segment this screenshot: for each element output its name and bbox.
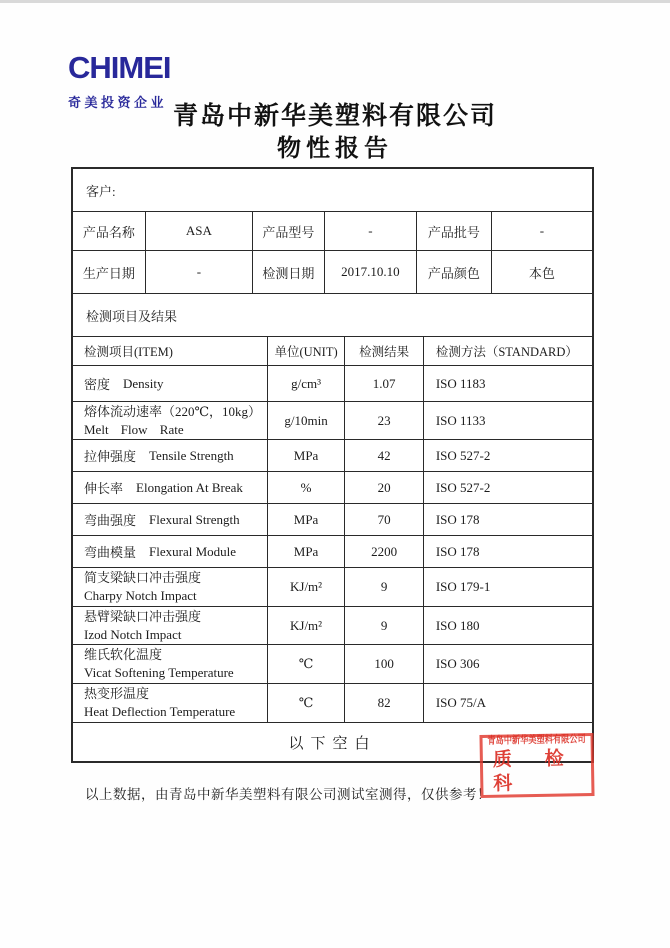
item-cell — [73, 440, 268, 471]
item-name-cn: 弯曲强度 — [84, 513, 137, 528]
col-header-item: 检测项目(ITEM) — [73, 337, 268, 365]
item-name-en: Density — [123, 375, 164, 391]
item-cell — [73, 645, 268, 683]
method-cell: ISO 75/A — [435, 695, 487, 710]
item-name-cn: 热变形温度 — [84, 686, 150, 702]
table-row-charpy-impact — [73, 568, 592, 607]
table-row-heat-deflection — [73, 684, 592, 723]
col-header-result: 检测结果 — [345, 337, 423, 365]
brand-subtitle: 奇美投资企业 — [68, 95, 168, 110]
item-name-en: Heat Deflection Temperature — [84, 704, 236, 719]
item-name-en: Charpy Notch Impact — [84, 588, 197, 603]
item-name-en: Melt Flow Rate — [84, 421, 184, 437]
page-top-edge — [0, 0, 670, 3]
test-date-value: 2017.10.10 — [325, 251, 417, 293]
product-name-value: ASA — [146, 212, 253, 250]
result-cell: 100 — [345, 645, 423, 683]
stamp-company-line: 青岛中新华美塑料有限公司 — [487, 734, 586, 748]
result-cell: 42 — [345, 440, 423, 471]
item-name-en: Flexural Module — [149, 543, 237, 559]
item-cell — [73, 472, 268, 503]
unit-cell: MPa — [268, 504, 346, 535]
item-name-en: Elongation At Break — [136, 479, 243, 495]
method-cell: ISO 1133 — [435, 412, 486, 428]
product-color-label: 产品颜色 — [417, 251, 492, 293]
item-name-cn: 伸长率 — [84, 481, 124, 496]
method-cell: ISO 1183 — [435, 375, 486, 391]
footer-disclaimer: 以上数据，由青岛中新华美塑料有限公司测试室测得，仅供参考！ — [85, 787, 491, 802]
customer-row — [73, 169, 592, 212]
unit-cell: % — [268, 472, 346, 503]
item-name-cn: 维氏软化温度 — [84, 647, 163, 663]
item-name-cn: 弯曲模量 — [84, 545, 137, 560]
unit-cell: g/cm³ — [268, 366, 346, 401]
item-name-en: Tensile Strength — [149, 447, 234, 463]
method-cell: ISO 180 — [435, 617, 480, 633]
method-cell: ISO 527-2 — [435, 479, 491, 495]
item-cell — [73, 366, 268, 401]
col-header-method: 检测方法（STANDARD） — [435, 345, 578, 359]
product-batch-label: 产品批号 — [417, 212, 492, 250]
result-cell: 1.07 — [345, 366, 423, 401]
stamp-department-line: 质 检 科 — [492, 748, 578, 795]
table-row-tensile-strength — [73, 440, 592, 472]
result-cell: 70 — [345, 504, 423, 535]
unit-cell: KJ/m² — [268, 568, 346, 606]
item-name-en: Izod Notch Impact — [84, 626, 182, 642]
item-cell — [73, 607, 268, 644]
method-cell: ISO 178 — [435, 543, 480, 559]
col-header-unit: 单位(UNIT) — [268, 337, 346, 365]
table-row-vicat-temperature — [73, 645, 592, 684]
product-model-value: - — [325, 212, 417, 250]
unit-cell: MPa — [268, 440, 346, 471]
method-cell: ISO 527-2 — [435, 447, 491, 463]
item-name-cn: 熔体流动速率（220℃，10kg） — [84, 403, 262, 419]
section-label: 检测项目及结果 — [86, 308, 178, 324]
unit-cell: MPa — [268, 536, 346, 567]
product-color-value: 本色 — [528, 265, 555, 281]
item-name-cn: 拉伸强度 — [84, 449, 137, 464]
unit-cell: g/10min — [268, 402, 346, 439]
item-cell — [73, 504, 268, 535]
item-name-en: Vicat Softening Temperature — [84, 665, 234, 680]
table-row-izod-impact — [73, 607, 592, 645]
item-cell — [73, 402, 268, 439]
product-info-row-1 — [73, 212, 592, 251]
production-date-label: 生产日期 — [73, 251, 146, 293]
item-cell — [73, 536, 268, 567]
brand-wordmark: CHIMEI — [68, 50, 171, 85]
table-row-density — [73, 366, 592, 402]
property-report-table — [71, 167, 594, 763]
customer-label: 客户: — [86, 183, 116, 199]
result-cell: 23 — [345, 402, 423, 439]
table-row-elongation — [73, 472, 592, 504]
production-date-value: - — [146, 251, 253, 293]
method-cell: ISO 306 — [435, 656, 480, 671]
section-header-row — [73, 294, 592, 337]
item-name-cn: 简支梁缺口冲击强度 — [84, 570, 202, 586]
test-date-label: 检测日期 — [253, 251, 325, 293]
product-name-label: 产品名称 — [73, 212, 146, 250]
product-info-row-2 — [73, 251, 592, 294]
method-cell: ISO 179-1 — [435, 579, 491, 594]
unit-cell: KJ/m² — [268, 607, 346, 644]
result-cell: 82 — [345, 684, 423, 722]
item-cell — [73, 568, 268, 606]
blank-below-note: 以下空白 — [288, 735, 377, 752]
results-header-row — [73, 337, 592, 366]
result-cell: 9 — [345, 568, 423, 606]
report-title: 物性报告 — [277, 136, 393, 162]
product-batch-value: - — [539, 223, 545, 238]
method-cell: ISO 178 — [435, 511, 480, 527]
table-row-melt-flow-rate — [73, 402, 592, 440]
table-row-flexural-module — [73, 536, 592, 568]
item-cell — [73, 684, 268, 722]
quality-inspection-stamp — [479, 733, 594, 798]
product-model-label: 产品型号 — [253, 212, 325, 250]
unit-cell: ℃ — [268, 645, 346, 683]
item-name-cn: 悬臂梁缺口冲击强度 — [84, 608, 202, 624]
result-cell: 20 — [345, 472, 423, 503]
result-cell: 2200 — [345, 536, 423, 567]
item-name-en: Flexural Strength — [149, 511, 240, 527]
item-name-cn: 密度 — [84, 377, 111, 392]
table-row-flexural-strength — [73, 504, 592, 536]
unit-cell: ℃ — [268, 684, 346, 722]
result-cell: 9 — [345, 607, 423, 644]
company-title: 青岛中新华美塑料有限公司 — [172, 103, 497, 130]
